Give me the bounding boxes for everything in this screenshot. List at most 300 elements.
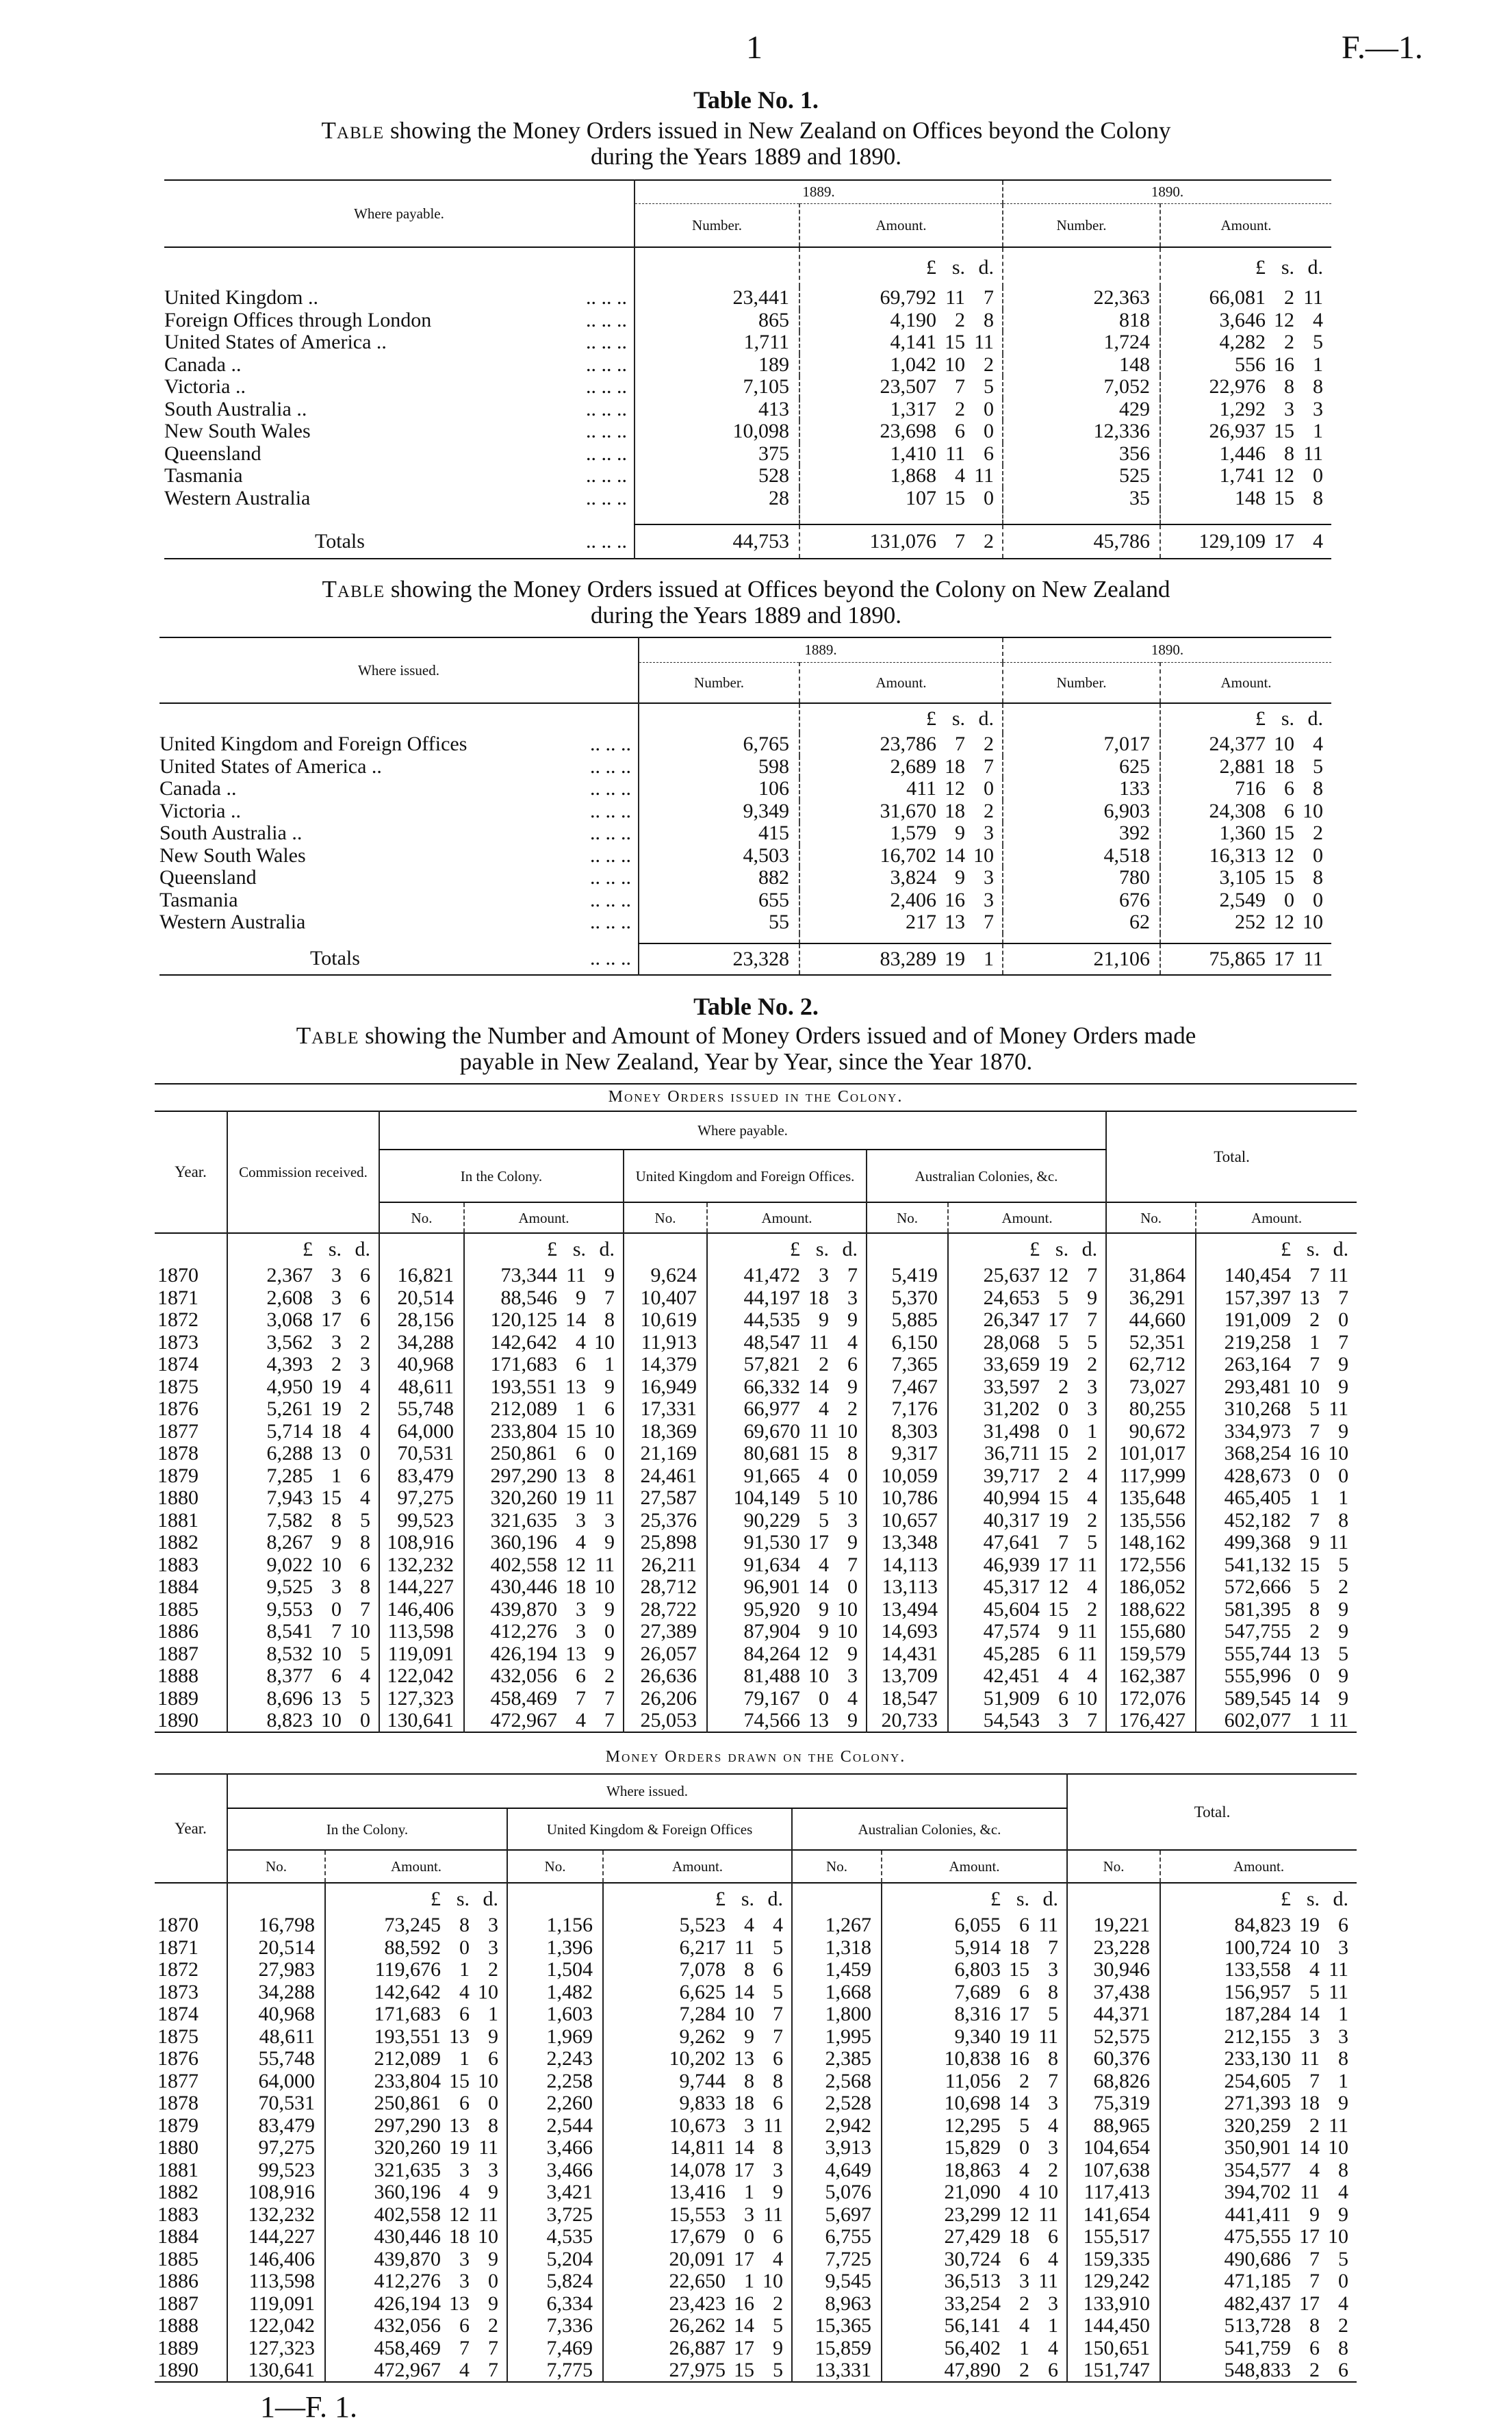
pounds: 250,861 xyxy=(374,2092,441,2115)
table-cell xyxy=(164,354,635,377)
number-value: 2,544 xyxy=(507,2115,603,2138)
table-cell xyxy=(464,1443,624,1465)
shillings: 10 xyxy=(808,1665,829,1688)
table-cell xyxy=(164,331,635,354)
shillings: 14 xyxy=(1299,1687,1320,1710)
pounds: 51,909 xyxy=(983,1687,1040,1710)
shillings: 3 xyxy=(331,1286,342,1309)
pounds: 9,022 xyxy=(266,1554,313,1576)
amount-value xyxy=(326,2049,507,2069)
table-cell xyxy=(799,733,1003,756)
amount-value xyxy=(949,1443,1105,1464)
pence: 6 xyxy=(1048,2359,1059,2381)
year-label: 1886 xyxy=(157,2270,198,2293)
shillings: 3 xyxy=(459,2159,470,2181)
year-label: 1879 xyxy=(157,2114,198,2137)
shillings: 15 xyxy=(449,2070,470,2092)
number-value: 117,413 xyxy=(1067,2181,1160,2204)
shillings: 4 xyxy=(955,465,965,487)
shilling-label: s. xyxy=(1306,1887,1320,1910)
table-cell xyxy=(464,1554,624,1577)
col-year-1889: 1889. xyxy=(639,637,1003,662)
row-label xyxy=(159,778,638,799)
pound-sign: £ xyxy=(431,1887,441,1910)
amount-value xyxy=(708,1621,866,1642)
number-value: 1,318 xyxy=(792,1937,882,1960)
shillings: 15 xyxy=(1048,1487,1069,1510)
pounds: 212,089 xyxy=(490,1398,557,1421)
shilling-label: s. xyxy=(1281,255,1294,279)
pounds: 8,696 xyxy=(266,1687,313,1710)
table-cell xyxy=(464,1487,624,1510)
amount-value xyxy=(326,2271,507,2292)
year-label: 1884 xyxy=(157,2226,198,2248)
pence: 2 xyxy=(1338,2315,1349,2337)
place-name: United States of America .. xyxy=(159,755,382,778)
leader-dots: .. .. .. xyxy=(590,755,631,778)
amount-value xyxy=(949,1421,1105,1442)
shillings: 5 xyxy=(1019,2114,1030,2137)
number-value: 3,466 xyxy=(507,2137,603,2159)
pence: 2 xyxy=(488,2315,498,2337)
table-cell xyxy=(1160,822,1331,845)
shillings: 15 xyxy=(1274,487,1294,509)
pence: 2 xyxy=(984,733,994,756)
pounds: 22,976 xyxy=(1209,376,1266,398)
table-cell xyxy=(325,1959,507,1981)
group-colony: In the Colony. xyxy=(379,1150,624,1202)
units-cell xyxy=(799,703,1003,733)
pence: 8 xyxy=(360,1576,370,1599)
amount-value xyxy=(465,1688,623,1709)
pounds: 45,285 xyxy=(983,1643,1040,1665)
shillings: 1 xyxy=(744,2181,754,2204)
table-cell xyxy=(603,2003,792,2026)
number-value: 415 xyxy=(639,822,799,845)
table-cell xyxy=(882,2270,1067,2293)
pounds: 572,666 xyxy=(1224,1576,1292,1599)
shillings: 19 xyxy=(321,1376,342,1398)
row-label xyxy=(159,846,638,866)
pounds: 10,698 xyxy=(944,2092,1001,2115)
table-cell xyxy=(227,1532,379,1554)
shillings: 8 xyxy=(331,1509,342,1532)
pence: 10 xyxy=(837,1598,858,1621)
title-line-1: showing the Money Orders issued in New Zealand on Offices beyond the Colony xyxy=(384,117,1171,144)
pence: 4 xyxy=(360,1376,370,1398)
number-value: 5,824 xyxy=(507,2270,603,2293)
units-cell xyxy=(1003,703,1160,733)
table-row xyxy=(155,1465,1357,1488)
shillings: 11 xyxy=(809,1331,829,1354)
units-cell xyxy=(639,703,799,733)
table-row xyxy=(164,354,1331,377)
table-cell xyxy=(1160,800,1331,823)
table-cell xyxy=(325,2003,507,2026)
leader-dots: .. .. .. xyxy=(586,376,627,398)
shillings: 6 xyxy=(331,1665,342,1688)
row-label xyxy=(164,377,634,397)
shillings: 11 xyxy=(809,1420,829,1443)
pence: 1 xyxy=(1313,420,1323,443)
pounds: 36,711 xyxy=(984,1443,1040,1465)
pounds: 56,402 xyxy=(944,2337,1001,2359)
number-value: 44,660 xyxy=(1106,1309,1196,1332)
number-value: 13,331 xyxy=(792,2359,882,2382)
units-cell xyxy=(155,1233,227,1265)
shillings: 11 xyxy=(945,442,965,465)
year-label: 1888 xyxy=(157,1665,198,1688)
amount-value xyxy=(882,2160,1066,2181)
leader-dots: .. .. .. xyxy=(586,309,627,331)
table-cell xyxy=(155,2293,227,2316)
amount-value xyxy=(949,1354,1105,1375)
table-cell xyxy=(159,822,639,845)
table-cell xyxy=(1196,1576,1357,1599)
table-cell xyxy=(155,1510,227,1532)
pence: 10 xyxy=(1303,911,1323,934)
shillings: 16 xyxy=(734,2292,754,2315)
shillings: 14 xyxy=(1299,2137,1320,2159)
amount-value xyxy=(326,1915,507,1936)
shillings: 1 xyxy=(459,2048,470,2070)
number-value: 129,242 xyxy=(1067,2270,1160,2293)
year-label: 1887 xyxy=(157,2292,198,2315)
amount-value xyxy=(882,1982,1066,2003)
pence: 4 xyxy=(1338,2181,1349,2204)
amount-value xyxy=(800,757,1002,777)
pounds: 402,558 xyxy=(374,2203,441,2226)
pounds: 84,264 xyxy=(743,1643,800,1665)
table-row xyxy=(155,2204,1357,2227)
shilling-label: s. xyxy=(1306,1237,1320,1260)
amount-value xyxy=(1161,867,1331,888)
shillings: 7 xyxy=(1309,2270,1320,2293)
shilling-label: s. xyxy=(1016,1887,1030,1910)
amount-value xyxy=(708,1599,866,1620)
number-value: 10,059 xyxy=(867,1465,948,1488)
shillings: 16 xyxy=(1299,1443,1320,1465)
pounds: 13,416 xyxy=(669,2181,726,2204)
units xyxy=(1161,709,1331,729)
table-cell xyxy=(1160,2337,1357,2360)
table-cell xyxy=(603,1914,792,1937)
amount-value xyxy=(604,2182,791,2203)
shillings: 11 xyxy=(1300,2181,1320,2204)
totals-label xyxy=(159,948,638,969)
pence: 10 xyxy=(1077,1687,1098,1710)
pence: 3 xyxy=(1048,2137,1059,2159)
shillings: 13 xyxy=(565,1376,586,1398)
units-cell xyxy=(624,1233,707,1265)
col-year: Year. xyxy=(175,1819,207,1837)
year-label: 1877 xyxy=(157,1420,198,1443)
pounds: 212,155 xyxy=(1224,2025,1292,2048)
number-value: 7,725 xyxy=(792,2248,882,2271)
year-label: 1883 xyxy=(157,1554,198,1576)
table-cell xyxy=(227,1665,379,1688)
shillings: 6 xyxy=(1284,800,1294,822)
pence: 11 xyxy=(1038,1914,1059,1937)
table-cell xyxy=(155,1532,227,1554)
amount-value xyxy=(228,1421,379,1442)
shillings: 4 xyxy=(819,1398,829,1421)
number-value: 108,916 xyxy=(227,2181,325,2204)
pence: 5 xyxy=(773,1981,783,2003)
table-cell xyxy=(227,1398,379,1421)
table-cell xyxy=(948,1376,1106,1399)
number-value: 159,335 xyxy=(1067,2248,1160,2271)
pence: 10 xyxy=(478,2226,498,2248)
pounds: 490,686 xyxy=(1224,2248,1292,2270)
pence: 3 xyxy=(488,2159,498,2181)
amount-value xyxy=(708,1310,866,1330)
table-cell xyxy=(1160,756,1331,778)
amount-value xyxy=(465,1265,623,1286)
pence: 0 xyxy=(984,487,994,509)
table-cell xyxy=(799,376,1003,398)
table-cell xyxy=(464,1621,624,1643)
amount-value xyxy=(800,823,1002,844)
pence: 11 xyxy=(1077,1554,1098,1576)
pounds: 426,194 xyxy=(490,1643,557,1665)
table-cell xyxy=(155,1665,227,1688)
amount-value xyxy=(465,1621,623,1642)
shillings: 19 xyxy=(565,1487,586,1510)
table-cell xyxy=(1160,2070,1357,2093)
shillings: 13 xyxy=(1299,1286,1320,1309)
pence: 4 xyxy=(360,1420,370,1443)
number-value: 135,648 xyxy=(1106,1487,1196,1510)
amount-value xyxy=(1196,1377,1357,1397)
amount-value xyxy=(882,1960,1066,1980)
pounds: 3,646 xyxy=(1219,309,1266,331)
shillings: 8 xyxy=(1284,442,1294,465)
pence: 11 xyxy=(1329,1710,1349,1732)
pounds: 41,472 xyxy=(743,1265,800,1287)
pence: 11 xyxy=(1303,947,1323,970)
pence: 0 xyxy=(847,1465,858,1487)
pence: 4 xyxy=(360,1487,370,1510)
shillings: 2 xyxy=(1309,1621,1320,1643)
shillings: 1 xyxy=(1019,2337,1030,2359)
amount-value xyxy=(1161,355,1331,375)
shillings: 5 xyxy=(1309,1398,1320,1421)
pence: 1 xyxy=(1338,1487,1349,1510)
table-1-title xyxy=(137,118,1355,170)
shillings: 3 xyxy=(576,1509,586,1532)
shillings: 0 xyxy=(1019,2137,1030,2159)
amount-value xyxy=(604,2249,791,2270)
number-value: 1,156 xyxy=(507,1914,603,1937)
amount-value xyxy=(949,1532,1105,1553)
amount-value xyxy=(1161,1938,1357,1958)
table-cell xyxy=(948,1398,1106,1421)
table-cell xyxy=(155,1599,227,1621)
pounds: 10,838 xyxy=(944,2048,1001,2070)
pounds: 320,259 xyxy=(1224,2114,1292,2137)
pounds: 23,423 xyxy=(669,2292,726,2315)
table-cell xyxy=(155,2226,227,2248)
number-value: 7,052 xyxy=(1003,376,1160,398)
pence: 9 xyxy=(488,2025,498,2048)
pence: 10 xyxy=(1328,1443,1349,1465)
pence: 10 xyxy=(1303,800,1323,822)
amount-value xyxy=(465,1532,623,1553)
pounds: 148 xyxy=(1235,487,1266,509)
pence: 5 xyxy=(1087,1331,1098,1354)
number-value: 75,319 xyxy=(1067,2092,1160,2115)
pence: 4 xyxy=(1313,733,1323,756)
table-cell xyxy=(155,2315,227,2337)
pence: 7 xyxy=(773,2003,783,2026)
pounds: 156,957 xyxy=(1224,1981,1292,2003)
col-amount: Amount. xyxy=(1160,1850,1357,1883)
shillings: 13 xyxy=(1299,1643,1320,1665)
table-cell xyxy=(1160,2270,1357,2293)
number-value: 16,798 xyxy=(227,1914,325,1937)
shilling-label: s. xyxy=(1055,1237,1069,1260)
row-label xyxy=(164,288,634,308)
pounds: 548,833 xyxy=(1224,2359,1292,2381)
pounds: 1,741 xyxy=(1219,465,1266,487)
pence: 3 xyxy=(984,822,994,845)
pounds: 24,653 xyxy=(983,1286,1040,1309)
table-row xyxy=(155,2315,1357,2337)
shillings: 6 xyxy=(576,1665,586,1688)
pounds: 555,996 xyxy=(1224,1665,1292,1688)
pounds: 131,076 xyxy=(869,530,936,553)
shillings: 3 xyxy=(576,1598,586,1621)
spacer-cell xyxy=(164,509,635,524)
shillings: 6 xyxy=(1019,1981,1030,2003)
table-cell xyxy=(1160,1981,1357,2004)
table-row xyxy=(155,1599,1357,1621)
table-cell xyxy=(155,1287,227,1310)
pounds: 411 xyxy=(906,778,936,800)
number-value: 186,052 xyxy=(1106,1576,1196,1599)
pence: 9 xyxy=(1338,2092,1349,2115)
number-value: 818 xyxy=(1003,309,1160,332)
table-cell xyxy=(325,2181,507,2204)
title-line-1: showing the Money Orders issued at Offices beyond the Colony on New Zealand xyxy=(385,576,1170,603)
amount-value xyxy=(1161,531,1331,552)
pounds: 555,744 xyxy=(1224,1643,1292,1665)
col-no: No. xyxy=(624,1202,707,1233)
amount-value xyxy=(882,2271,1066,2292)
number-value: 3,725 xyxy=(507,2204,603,2227)
money-orders-drawn-table xyxy=(155,1773,1357,2383)
amount-value xyxy=(604,2271,791,2292)
table-row xyxy=(155,1981,1357,2004)
col-no: No. xyxy=(867,1202,948,1233)
shillings: 13 xyxy=(449,2025,470,2048)
table-row xyxy=(155,2293,1357,2316)
shillings: 2 xyxy=(819,1354,829,1376)
shillings: 2 xyxy=(1309,1309,1320,1332)
shillings: 4 xyxy=(819,1465,829,1487)
amount-value xyxy=(1196,1421,1357,1442)
amount-value xyxy=(465,1288,623,1308)
number-value: 64,000 xyxy=(227,2070,325,2093)
table-cell xyxy=(155,2115,227,2138)
number-value: 83,479 xyxy=(227,2115,325,2138)
number-value: 375 xyxy=(635,443,799,466)
table-cell xyxy=(325,2070,507,2093)
pounds: 3,105 xyxy=(1219,867,1266,889)
number-value: 413 xyxy=(635,398,799,421)
shillings: 19 xyxy=(1009,2025,1030,2048)
amount-value xyxy=(800,734,1002,755)
pounds: 171,683 xyxy=(490,1354,557,1376)
table-cell xyxy=(227,1710,379,1732)
pounds: 66,977 xyxy=(743,1398,800,1421)
table-cell xyxy=(882,2026,1067,2049)
table-cell xyxy=(325,2293,507,2316)
place-name: Foreign Offices through London xyxy=(164,309,432,331)
number-value: 25,053 xyxy=(624,1710,707,1732)
number-value: 99,523 xyxy=(379,1510,464,1532)
table-cell xyxy=(1160,2137,1357,2159)
year-label: 1874 xyxy=(157,1354,198,1376)
pounds: 441,411 xyxy=(1225,2203,1292,2226)
pence: 9 xyxy=(604,1265,615,1287)
shillings: 17 xyxy=(734,2248,754,2270)
table-cell xyxy=(1196,1643,1357,1666)
pounds: 47,574 xyxy=(983,1621,1040,1643)
amount-value xyxy=(465,1443,623,1464)
table-row xyxy=(155,2137,1357,2159)
spacer-cell xyxy=(1003,934,1160,943)
pence: 5 xyxy=(1313,755,1323,778)
pence: 11 xyxy=(1329,1532,1349,1554)
table-cell xyxy=(1196,1443,1357,1465)
table-row xyxy=(159,867,1331,889)
pounds: 26,937 xyxy=(1209,420,1266,443)
number-value: 7,365 xyxy=(867,1354,948,1376)
pounds: 297,290 xyxy=(490,1465,557,1487)
number-value: 14,431 xyxy=(867,1643,948,1666)
table-cell xyxy=(227,1421,379,1443)
shilling-label: s. xyxy=(741,1887,754,1910)
amount-value xyxy=(326,1938,507,1958)
shillings: 10 xyxy=(734,2003,754,2026)
pence: 10 xyxy=(478,1981,498,2003)
pounds: 80,681 xyxy=(743,1443,800,1465)
table-cell xyxy=(227,1510,379,1532)
table-cell xyxy=(707,1421,867,1443)
number-value: 1,969 xyxy=(507,2026,603,2049)
pounds: 541,132 xyxy=(1224,1554,1292,1576)
pence: 8 xyxy=(1338,2337,1349,2359)
pence: 7 xyxy=(847,1265,858,1287)
pounds: 36,513 xyxy=(944,2270,1001,2293)
pounds: 233,130 xyxy=(1224,2048,1292,2070)
shillings: 15 xyxy=(321,1487,342,1510)
pence: 9 xyxy=(847,1376,858,1398)
table-cell xyxy=(1160,331,1331,354)
amount-value xyxy=(465,1399,623,1419)
pounds: 465,405 xyxy=(1224,1487,1292,1510)
table-cell xyxy=(164,420,635,443)
amount-value xyxy=(1161,757,1331,777)
shillings: 13 xyxy=(321,1443,342,1465)
number-value: 52,351 xyxy=(1106,1332,1196,1354)
number-value: 7,469 xyxy=(507,2337,603,2360)
pence: 3 xyxy=(1087,1376,1098,1398)
number-value: 27,389 xyxy=(624,1621,707,1643)
amount-value xyxy=(1161,2004,1357,2025)
